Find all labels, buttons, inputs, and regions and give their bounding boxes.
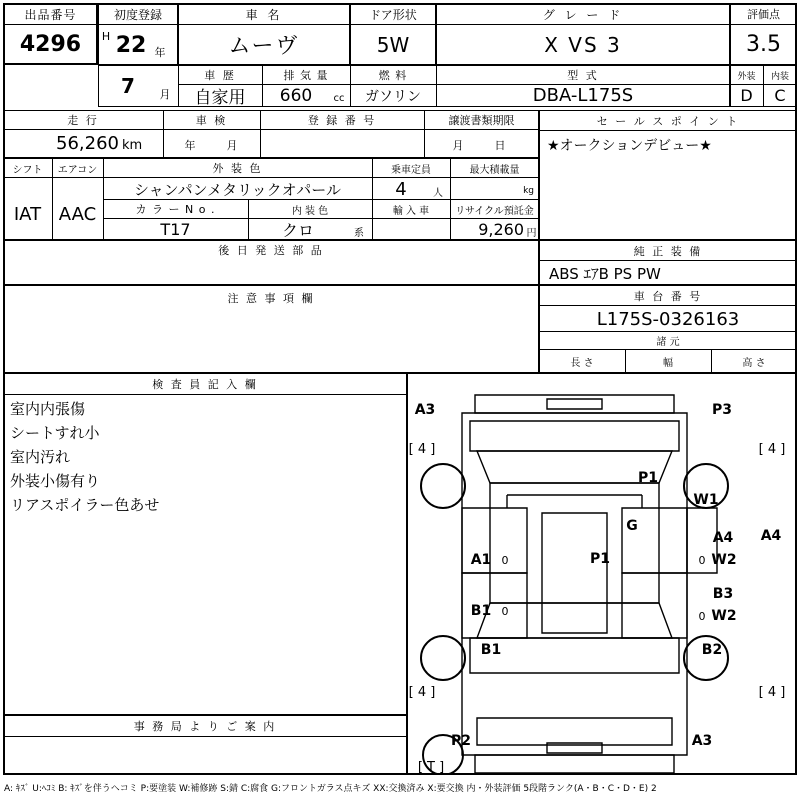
damage-mark-a4-outer: A4 <box>760 528 782 544</box>
seats-unit: 人 <box>433 187 443 199</box>
genuine-equip-label: 純 正 装 備 <box>633 244 703 258</box>
damage-mark-a1: A1 <box>470 552 492 568</box>
inspector-label-divider <box>3 394 407 395</box>
max-load-unit: kg <box>523 186 534 196</box>
damage-zero-1: 0 <box>501 553 509 567</box>
lot-no-value: 4296 <box>19 32 82 57</box>
max-load-label: 最大積載量 <box>469 164 520 176</box>
fuel-label: 燃 料 <box>378 68 408 82</box>
color-no-value: T17 <box>160 220 191 239</box>
damage-mark-w2-lower: W2 <box>711 608 737 624</box>
inspector-line-2: シートすれ小 <box>10 423 100 442</box>
mileage-row-label-divider <box>3 129 539 130</box>
transfer-month: 月 <box>452 139 464 152</box>
chassis-label: 車 台 番 号 <box>633 289 703 303</box>
spare-tire-mark: [ T ] <box>417 759 445 775</box>
model-code-value: DBA-L175S <box>532 85 634 106</box>
recycle-unit: 円 <box>526 227 537 239</box>
shift-aircon-divider <box>3 177 103 178</box>
genuine-equip-divider <box>539 260 797 261</box>
fuel-value: ガソリン <box>365 88 421 105</box>
damage-mark-a3-front: A3 <box>414 402 436 418</box>
later-parts-label: 後 日 発 送 部 品 <box>218 244 324 257</box>
shift-label: シフト <box>12 164 43 176</box>
first-reg-year: 22 <box>115 32 147 58</box>
mileage-label: 走 行 <box>67 114 99 127</box>
lot-no-label: 出品番号 <box>24 7 77 22</box>
transfer-label: 譲渡書類期限 <box>448 114 515 127</box>
first-reg-label: 初度登録 <box>113 7 162 22</box>
displacement-value: 660 <box>279 85 313 106</box>
tire-depth-rear-right: [ 4 ] <box>758 684 786 700</box>
dimensions-label: 諸 元 <box>656 337 680 348</box>
shift-value: IAT <box>13 203 42 225</box>
damage-mark-p1-center: P1 <box>589 551 610 567</box>
first-reg-divider <box>98 24 178 25</box>
damage-mark-b1-upper: B1 <box>470 603 492 619</box>
transfer-day: 日 <box>494 139 506 152</box>
tire-depth-front-right: [ 4 ] <box>758 441 786 457</box>
sales-point-label: セ ー ル ス ポ イ ン ト <box>596 114 740 128</box>
damage-zero-3: 0 <box>698 553 706 567</box>
car-name-value: ムーヴ <box>228 34 300 59</box>
displacement-label: 排 気 量 <box>283 68 329 82</box>
shaken-label: 車 検 <box>195 114 228 127</box>
aircon-value: AAC <box>58 203 97 225</box>
model-code-label: 型 式 <box>567 68 599 82</box>
damage-mark-p3: P3 <box>711 402 732 418</box>
first-reg-year-unit: 年 <box>154 46 166 59</box>
damage-zero-4: 0 <box>698 609 706 623</box>
damage-mark-w1: W1 <box>693 492 719 508</box>
reg-no-value <box>260 131 424 156</box>
damage-zero-2: 0 <box>501 604 509 618</box>
ext-color-value: シャンパンメタリックオパール <box>133 180 341 199</box>
interior-grade-label: 内装 <box>770 71 789 82</box>
genuine-equip-value: ABS ｴｱB PS PW <box>549 264 661 283</box>
int-color-value: クロ <box>281 221 314 240</box>
exterior-grade-label: 外装 <box>737 71 756 82</box>
grade-label: グ レ ー ド <box>542 7 624 22</box>
seats-value: 4 <box>395 178 407 200</box>
car-name-label: 車 名 <box>245 7 283 22</box>
inspector-line-4: 外装小傷有り <box>10 471 101 490</box>
tire-depth-rear-left: [ 4 ] <box>408 684 436 700</box>
shaken-month-unit: 月 <box>226 139 238 152</box>
damage-mark-b2: B2 <box>701 642 723 658</box>
interior-grade-value: C <box>774 86 786 105</box>
damage-mark-p1-upper: P1 <box>637 470 658 486</box>
damage-mark-p2: P2 <box>450 733 471 749</box>
recycle-label: リサイクル預託金 <box>455 205 534 217</box>
first-reg-month-unit: 月 <box>159 88 171 101</box>
sales-point-value: ★オークションデビュー★ <box>547 138 712 154</box>
legend-text: A: ｷｽﾞ U:ﾍｺﾐ B: ｷｽﾞを伴うヘコミ P:要塗装 W:補修跡 S:錆 C:腐食 G:フロントガラス点キズ XX:交換済み X:要交換 内・外装評価 5段階ランク(A・B・C・D・E) 2 <box>4 783 657 794</box>
damage-mark-w2-upper: W2 <box>711 552 737 568</box>
ext-color-label: 外 装 色 <box>212 162 263 175</box>
damage-mark-g: G <box>626 518 638 534</box>
displacement-unit: cc <box>333 92 345 104</box>
door-value: 5W <box>376 32 410 57</box>
seats-label: 乗車定員 <box>391 164 431 176</box>
notes-label: 注 意 事 項 欄 <box>227 292 315 305</box>
damage-mark-a3-rear: A3 <box>691 733 713 749</box>
history-label: 車 歴 <box>204 68 236 82</box>
damage-mark-b1-lower: B1 <box>480 642 502 658</box>
car-diagram-drawing <box>407 373 797 775</box>
tire-depth-front-left: [ 4 ] <box>408 441 436 457</box>
door-label: ドア形状 <box>369 7 417 22</box>
first-reg-era: H <box>101 29 111 43</box>
mileage-unit: km <box>122 137 143 153</box>
int-color-label: 内 装 色 <box>291 205 329 217</box>
grade-value: X VS 3 <box>544 32 622 57</box>
score-label: 評価点 <box>747 8 780 21</box>
color-no-label: カ ラ ー N o . <box>135 203 216 216</box>
length-label: 長 さ <box>570 357 594 369</box>
int-color-suffix: 系 <box>354 227 364 239</box>
inspector-line-3: 室内汚れ <box>10 447 71 466</box>
aircon-label: エアコン <box>57 164 98 176</box>
damage-mark-a4-inner: A4 <box>712 530 734 546</box>
import-label: 輸 入 車 <box>392 205 430 217</box>
office-notice-divider <box>3 736 407 737</box>
chassis-label-divider <box>539 305 797 306</box>
mileage-value: 56,260 <box>56 133 119 154</box>
chassis-value: L175S-0326163 <box>596 308 740 330</box>
damage-mark-b3: B3 <box>712 586 734 602</box>
score-value: 3.5 <box>746 32 781 57</box>
inspector-line-5: リアスポイラー色あせ <box>10 495 160 514</box>
history-value: 自家用 <box>194 88 246 108</box>
reg-no-label: 登 録 番 号 <box>307 114 377 127</box>
office-notice-label: 事 務 局 よ り ご 案 内 <box>133 720 277 733</box>
shaken-year-unit: 年 <box>184 139 196 152</box>
inspector-title: 検 査 員 記 入 欄 <box>152 378 258 391</box>
sales-point-divider <box>539 130 797 131</box>
width-label: 幅 <box>663 357 673 369</box>
inspector-line-1: 室内内張傷 <box>10 399 86 418</box>
first-reg-month: 7 <box>121 74 135 98</box>
height-label: 高 さ <box>742 357 766 369</box>
exterior-grade-value: D <box>740 86 753 105</box>
recycle-value: 9,260 <box>478 220 524 239</box>
